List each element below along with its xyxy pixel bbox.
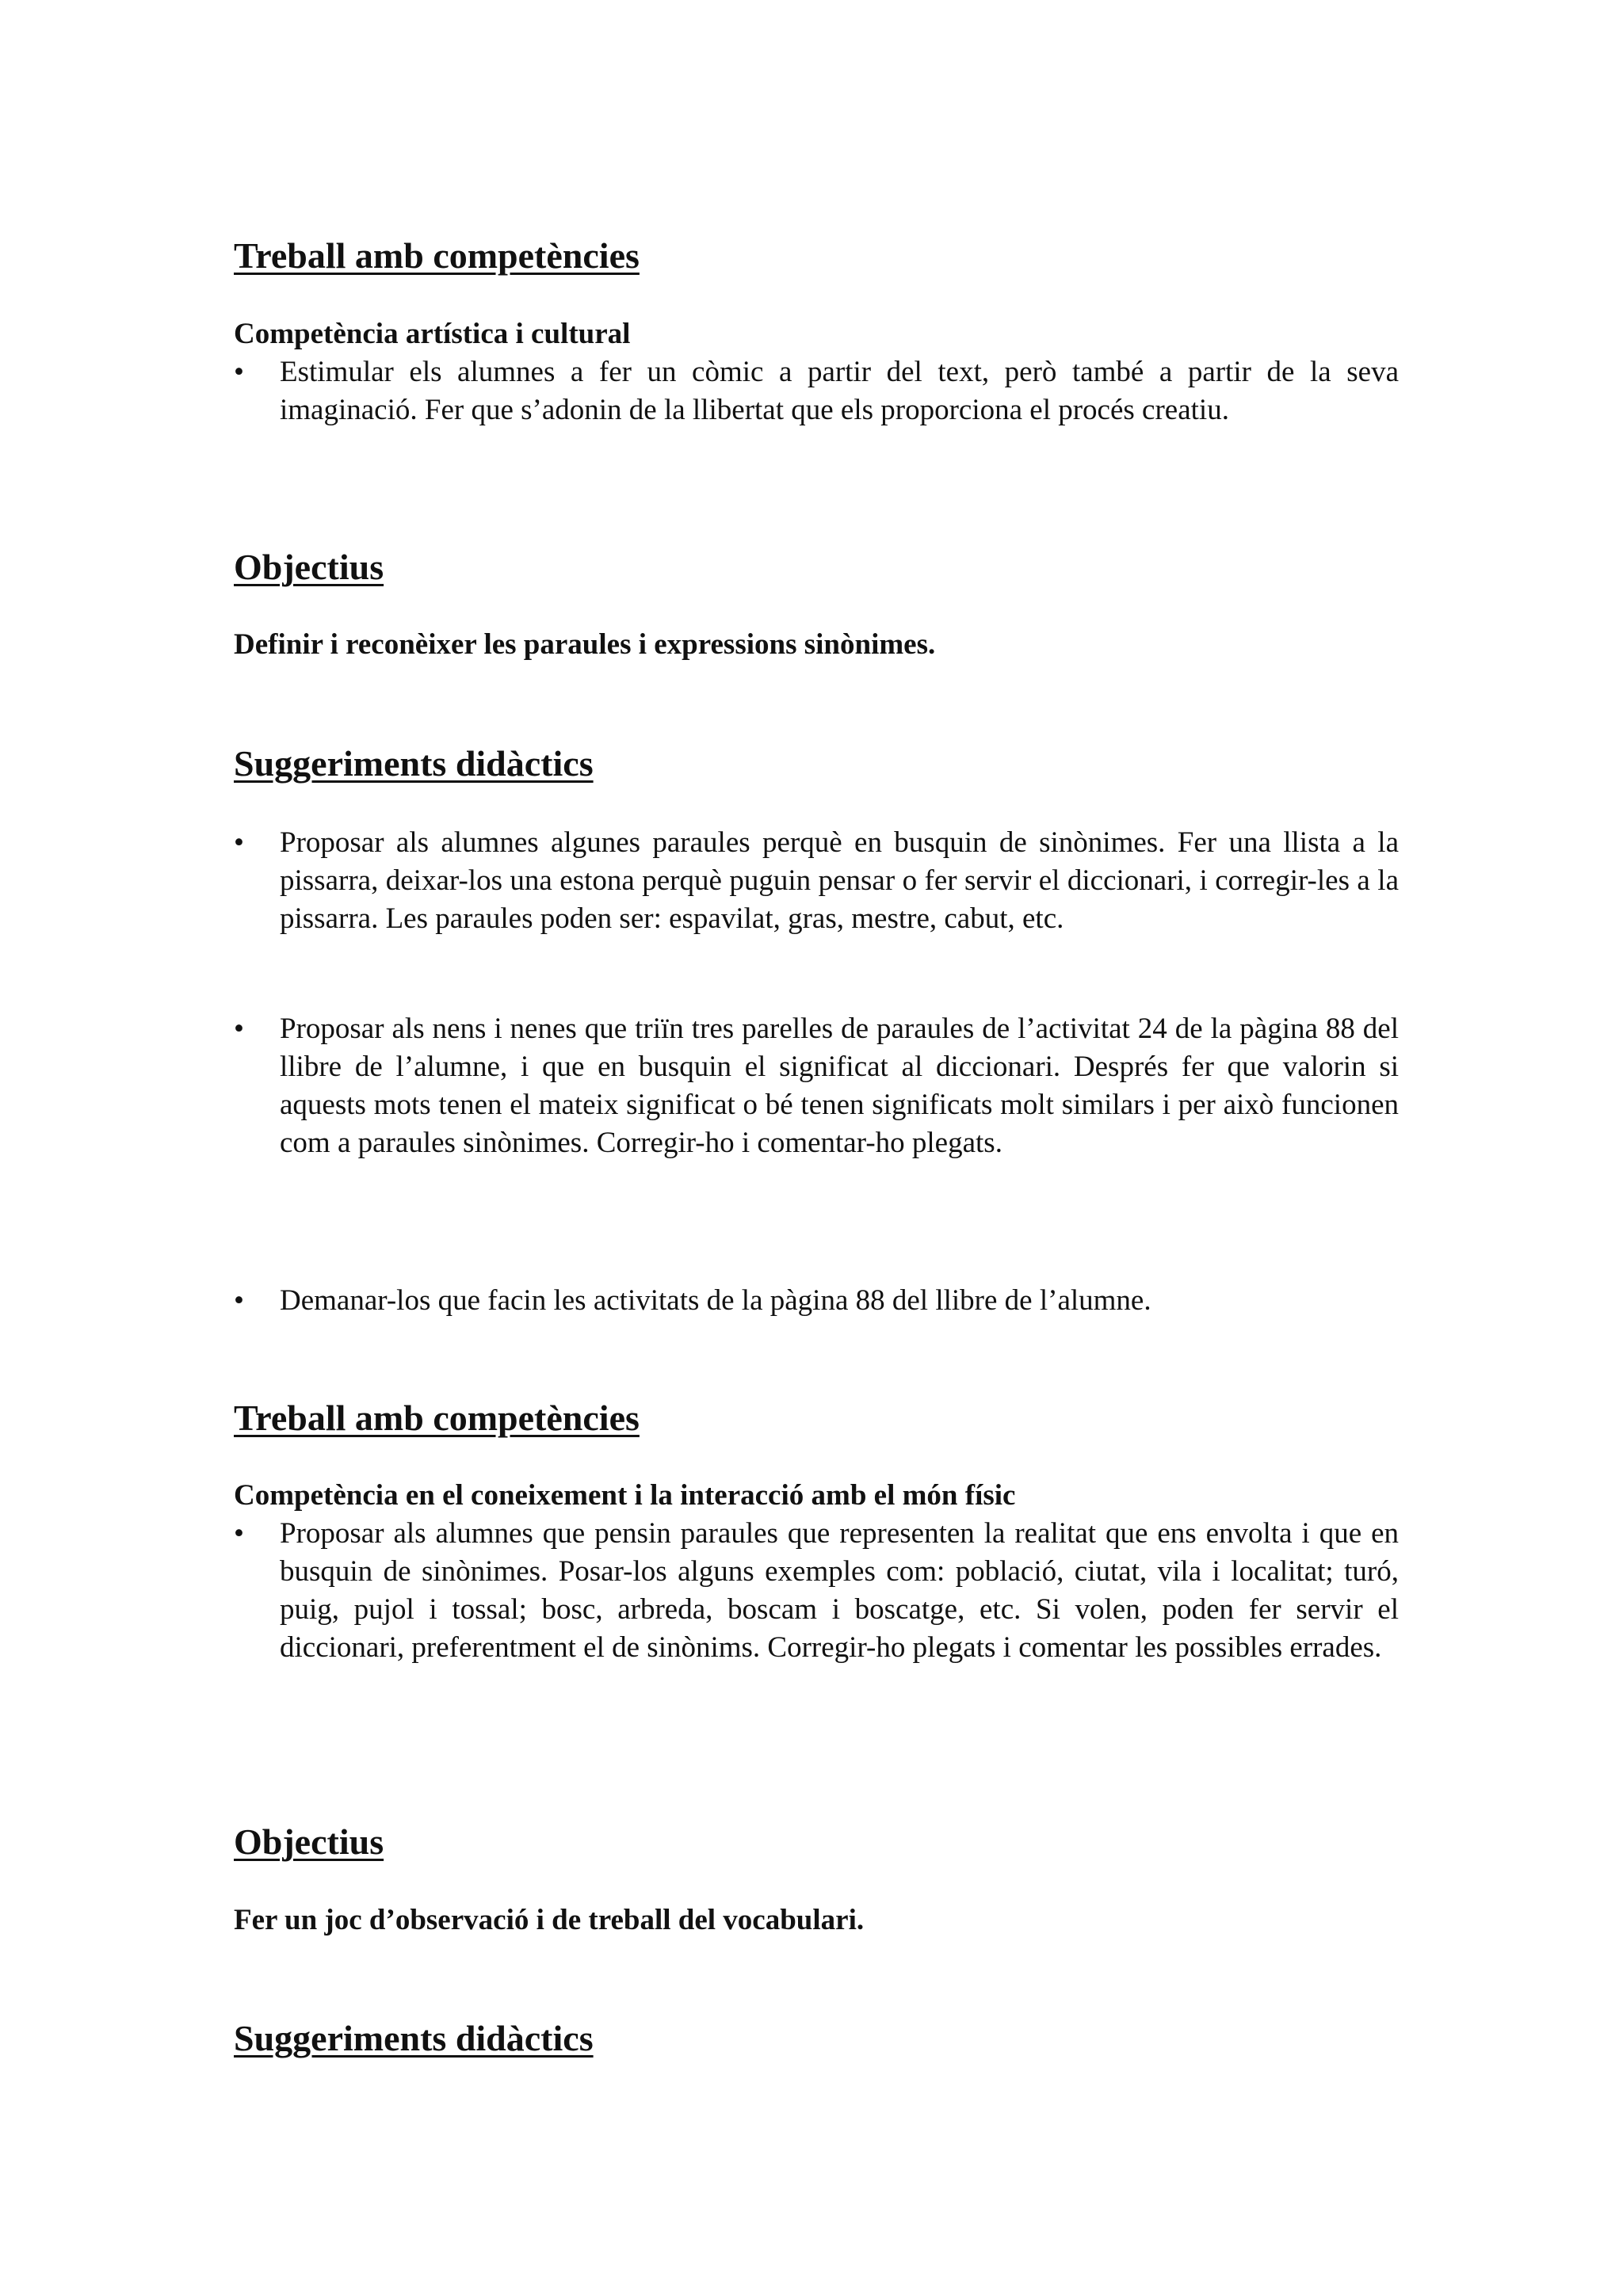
list-item [234, 353, 1399, 429]
list-item-text: Proposar als alumnes algunes paraules perquè en busquin de sinònimes. Fer una llista a la pissarra, deixar-los una estona perquè puguin pensar o fer servir el diccionari, i corregir-les a la pissarra. Les paraules poden ser: espavilat, gras, mestre, cabut, etc. [280, 826, 1399, 935]
bullet-mark: • [234, 1284, 244, 1317]
bullet-mark: • [234, 356, 244, 388]
list-item-text: Demanar-los que facin les activitats de la pàgina 88 del llibre de l’alumne. [280, 1284, 1151, 1317]
section-heading: Objectius [234, 1821, 384, 1862]
section-heading: Suggeriments didàctics [234, 2018, 594, 2058]
bullet-mark: • [234, 826, 244, 859]
section-heading: Treball amb competències [234, 235, 640, 276]
list-item [234, 824, 1399, 938]
section-competencies-2 [234, 1396, 1399, 1440]
suggestion-item-3 [234, 1282, 1399, 1320]
objective-statement: Definir i reconèixer les paraules i expressions sinònimes. [234, 628, 936, 661]
competency-subheading: Competència en el coneixement i la interacció amb el món físic [234, 1479, 1016, 1512]
section-suggeriments-2 [234, 2016, 1399, 2061]
bullet-mark: • [234, 1013, 244, 1045]
bullet-mark: • [234, 1517, 244, 1550]
list-item-text: Proposar als alumnes que pensin paraules que representen la realitat que ens envolta i que en busquin de sinònimes. Posar-los alguns exemples com: població, ciutat, vila i localitat; turó, puig, pujol i tossal; bosc, arbreda, boscam i boscatge, etc. Si volen, poden fer servir el diccionari, preferentment el de sinònims. Corregir-ho plegats i comentar les possibles errades. [280, 1517, 1399, 1664]
section-objectius-2 [234, 1820, 1399, 1864]
list-item [234, 1515, 1399, 1667]
objective-block-1 [234, 626, 1399, 664]
section-suggeriments-1 [234, 742, 1399, 786]
list-item [234, 1010, 1399, 1162]
section-competencies-1 [234, 234, 1399, 278]
section-heading: Objectius [234, 547, 384, 587]
list-item-text: Estimular els alumnes a fer un còmic a partir del text, però també a partir de la seva imaginació. Fer que s’adonin de la llibertat que els proporciona el procés creatiu. [280, 356, 1399, 426]
list-item [234, 1282, 1399, 1320]
competency-block-1 [234, 315, 1399, 429]
section-heading: Suggeriments didàctics [234, 743, 594, 784]
list-item-text: Proposar als nens i nenes que triïn tres parelles de paraules de l’activitat 24 de la pàgina 88 del llibre de l’alumne, i que en busquin el significat al diccionari. Després fer que valorin si aquests mots tenen el mateix significat o bé tenen significats molt similars i per això funcionen com a paraules sinònimes. Corregir-ho i comentar-ho plegats. [280, 1013, 1399, 1159]
suggestion-item-2 [234, 1010, 1399, 1162]
competency-subheading: Competència artística i cultural [234, 318, 631, 350]
competency-block-2 [234, 1477, 1399, 1667]
suggestion-item-1 [234, 824, 1399, 938]
objective-statement: Fer un joc d’observació i de treball del vocabulari. [234, 1904, 865, 1936]
section-objectius-1 [234, 545, 1399, 589]
section-heading: Treball amb competències [234, 1398, 640, 1438]
objective-block-2 [234, 1901, 1399, 1939]
